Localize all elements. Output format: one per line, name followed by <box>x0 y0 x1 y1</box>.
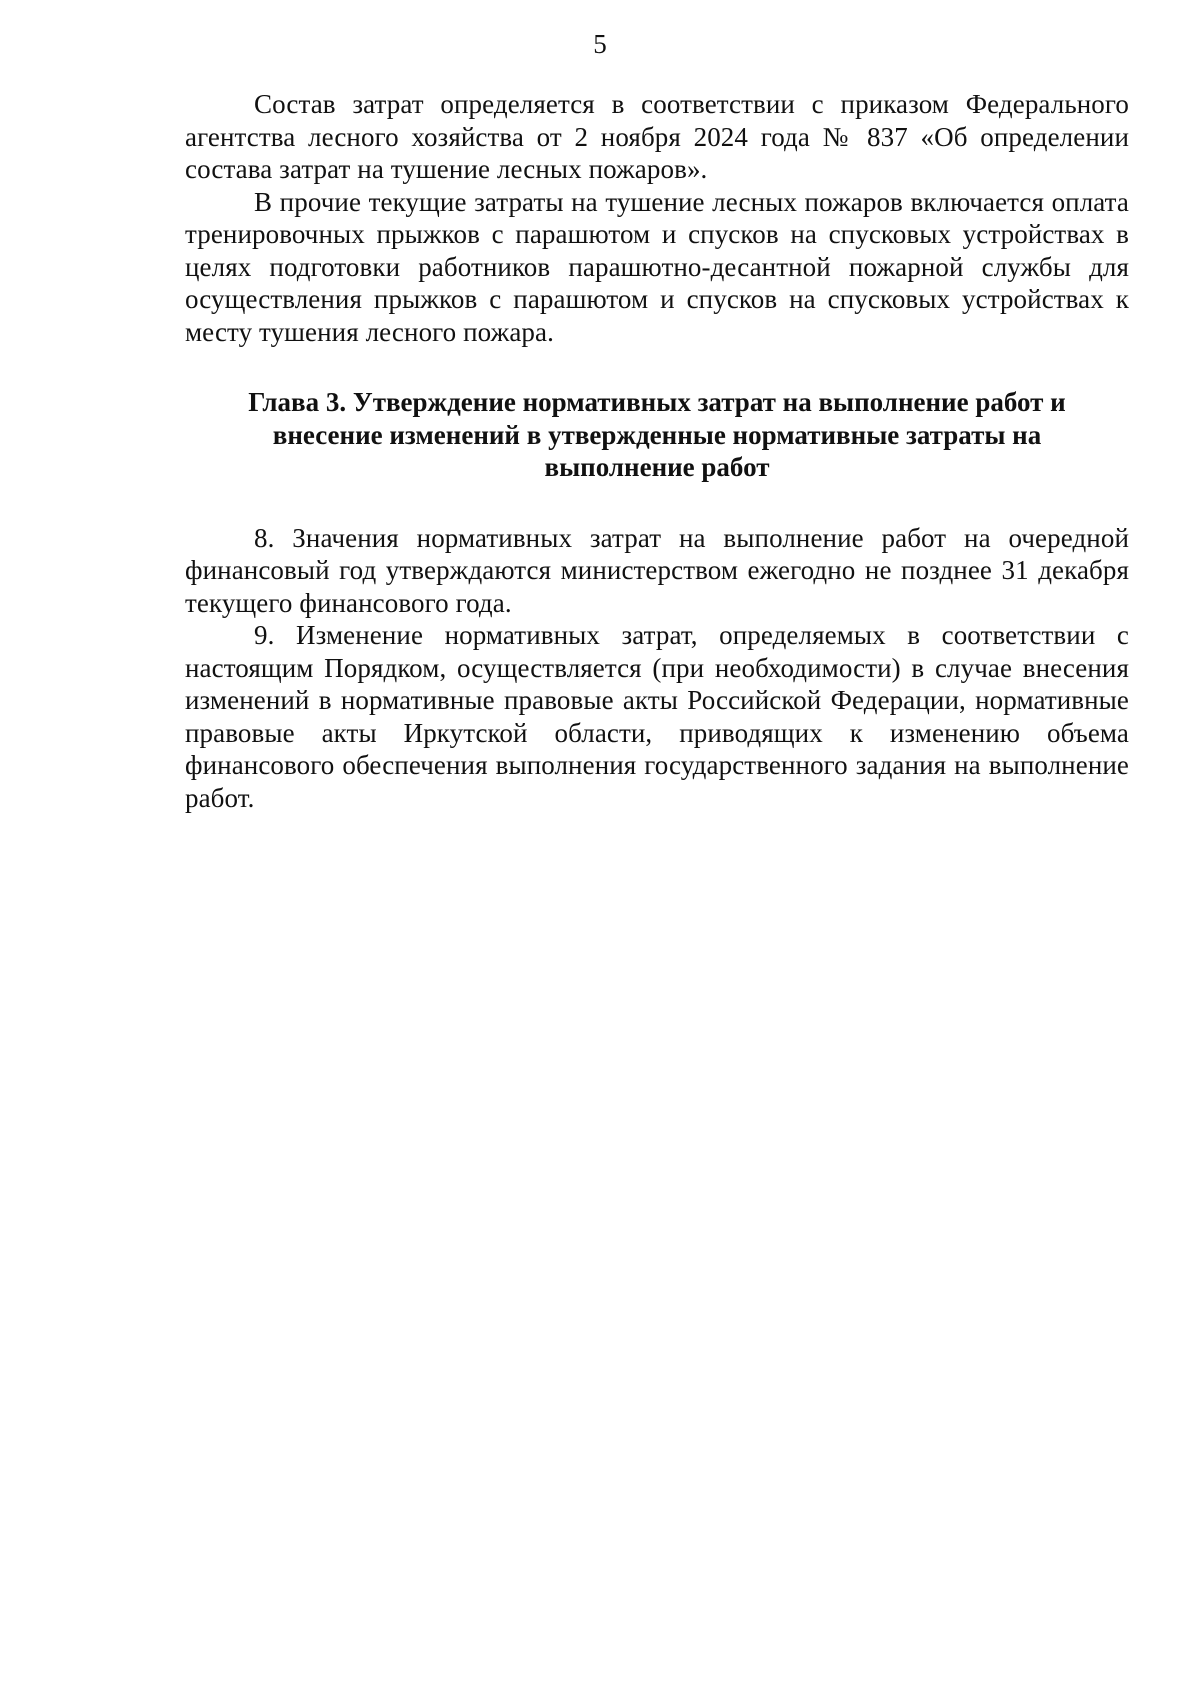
chapter-heading-line: внесение изменений в утвержденные нормативные затраты на <box>272 419 1042 450</box>
paragraph-other-current-costs: В прочие текущие затраты на тушение лесных пожаров включается оплата тренировочных прыжков с парашютом и спусков на спусковых устройствах в целях подготовки работников парашютно-десантной пожарной службы для осуществления прыжков с парашютом и спусков на спусковых устройствах к месту тушения лесного пожара. <box>185 186 1129 347</box>
chapter-heading-line: Глава 3. Утверждение нормативных затрат на выполнение работ и <box>248 387 1066 417</box>
page-number: 5 <box>593 29 607 59</box>
paragraph-cost-composition: Состав затрат определяется в соответствии с приказом Федерального агентства лесного хозяйства от 2 ноября 2024 года № 837 «Об определении состава затрат на тушение лесных пожаров». <box>185 89 1129 184</box>
paragraph-item-9: 9. Изменение нормативных затрат, определяемых в соответствии с настоящим Порядком, осуществляется (при необходимости) в случае внесения изменений в нормативные правовые акты Российской Федерации, нормативные правовые акты Иркутской области, приводящих к изменению объема финансового обеспечения выполнения государственного задания на выполнение работ. <box>185 620 1129 813</box>
document-body <box>185 88 1129 814</box>
chapter-heading-line: выполнение работ <box>544 452 770 482</box>
chapter-heading <box>185 386 1129 484</box>
paragraph-item-8: 8. Значения нормативных затрат на выполнение работ на очередной финансовый год утверждаются министерством ежегодно не позднее 31 декабря текущего финансового года. <box>185 522 1129 618</box>
